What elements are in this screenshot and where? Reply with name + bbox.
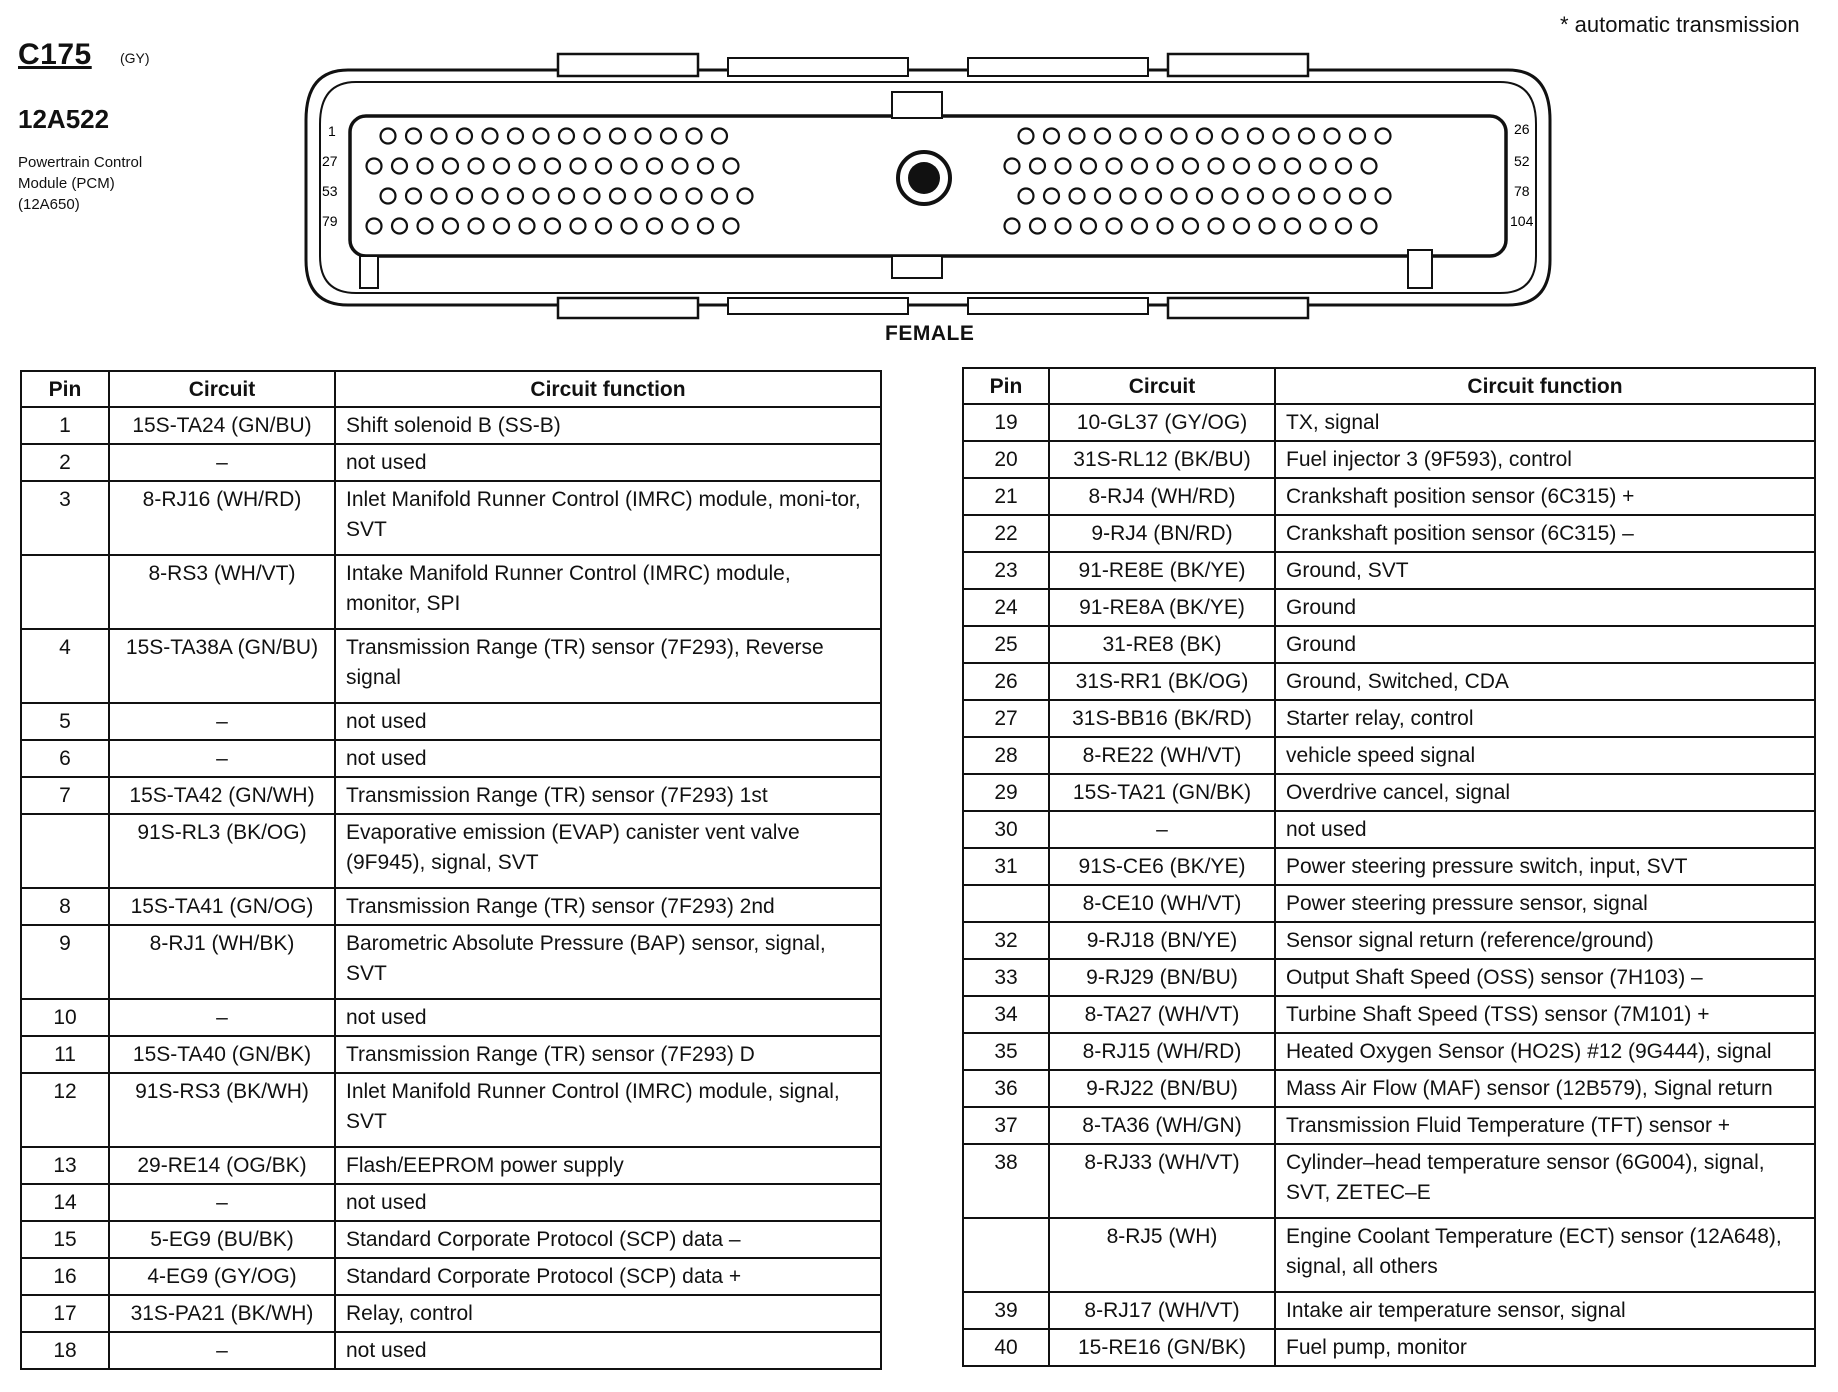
pin-cell: 37 (963, 1107, 1049, 1144)
description-line: Powertrain Control (18, 154, 143, 171)
function-cell: Sensor signal return (reference/ground) (1275, 922, 1815, 959)
function-cell: Intake Manifold Runner Control (IMRC) module, monitor, SPI (335, 555, 881, 629)
pin-cell: 21 (963, 478, 1049, 515)
table-row (963, 1033, 1815, 1070)
function-cell: Turbine Shaft Speed (TSS) sensor (7M101) + (1275, 996, 1815, 1033)
function-cell: not used (335, 740, 881, 777)
table-row (963, 589, 1815, 626)
function-cell: not used (335, 1184, 881, 1221)
pin-cell: 4 (21, 629, 109, 703)
circuit-cell: 8-RJ4 (WH/RD) (1049, 478, 1275, 515)
pin-cell: 6 (21, 740, 109, 777)
function-cell: Standard Corporate Protocol (SCP) data – (335, 1221, 881, 1258)
circuit-cell: 15S-TA41 (GN/OG) (109, 888, 335, 925)
row-label: 104 (1510, 213, 1534, 229)
circuit-cell: 31S-RR1 (BK/OG) (1049, 663, 1275, 700)
pin-cell: 23 (963, 552, 1049, 589)
table-row (963, 996, 1815, 1033)
function-cell: Starter relay, control (1275, 700, 1815, 737)
pin-cell: 9 (21, 925, 109, 999)
connector-face-diagram (288, 50, 1568, 320)
table-row (963, 922, 1815, 959)
pin-cell: 3 (21, 481, 109, 555)
table-row (963, 885, 1815, 922)
header-circuit: Circuit (109, 371, 335, 407)
key-tab (892, 92, 942, 118)
row-label: 79 (322, 213, 338, 229)
table-row (21, 1295, 881, 1332)
table-row (21, 407, 881, 444)
circuit-cell: 8-RJ15 (WH/RD) (1049, 1033, 1275, 1070)
connector-color: (GY) (120, 50, 150, 66)
latch-tab (728, 58, 908, 76)
function-cell: TX, signal (1275, 404, 1815, 441)
circuit-cell: 15-RE16 (GN/BK) (1049, 1329, 1275, 1366)
circuit-cell: 15S-TA24 (GN/BU) (109, 407, 335, 444)
latch-tab (968, 298, 1148, 314)
circuit-cell: 8-RJ16 (WH/RD) (109, 481, 335, 555)
function-cell: Transmission Range (TR) sensor (7F293), Reverse signal (335, 629, 881, 703)
module-description (18, 152, 218, 215)
table-row (963, 552, 1815, 589)
pin-cell: 28 (963, 737, 1049, 774)
function-cell: not used (335, 1332, 881, 1369)
function-cell: Transmission Range (TR) sensor (7F293) D (335, 1036, 881, 1073)
table-row (963, 478, 1815, 515)
latch-tab (1168, 298, 1308, 318)
table-row (963, 441, 1815, 478)
table-row (21, 925, 881, 999)
pin-cell (963, 1218, 1049, 1292)
pin-cell: 8 (21, 888, 109, 925)
function-cell: Barometric Absolute Pressure (BAP) sensor, signal, SVT (335, 925, 881, 999)
circuit-cell: 91-RE8A (BK/YE) (1049, 589, 1275, 626)
table-row (21, 888, 881, 925)
pin-cell: 33 (963, 959, 1049, 996)
circuit-cell: 5-EG9 (BU/BK) (109, 1221, 335, 1258)
function-cell: Evaporative emission (EVAP) canister vent valve (9F945), signal, SVT (335, 814, 881, 888)
pin-cell: 5 (21, 703, 109, 740)
function-cell: not used (1275, 811, 1815, 848)
function-cell: Shift solenoid B (SS-B) (335, 407, 881, 444)
circuit-cell: 91-RE8E (BK/YE) (1049, 552, 1275, 589)
pin-cell: 36 (963, 1070, 1049, 1107)
circuit-cell: 31S-PA21 (BK/WH) (109, 1295, 335, 1332)
pin-cell (21, 555, 109, 629)
table-row (963, 404, 1815, 441)
function-cell: Transmission Fluid Temperature (TFT) sensor + (1275, 1107, 1815, 1144)
pin-cell: 27 (963, 700, 1049, 737)
table-row (21, 1332, 881, 1369)
function-cell: Standard Corporate Protocol (SCP) data + (335, 1258, 881, 1295)
circuit-cell: – (109, 1184, 335, 1221)
table-row (21, 999, 881, 1036)
row-label: 52 (1514, 153, 1530, 169)
center-bolt-core (908, 162, 940, 194)
table-row (21, 1073, 881, 1147)
circuit-cell: 8-RJ1 (WH/BK) (109, 925, 335, 999)
function-cell: Output Shaft Speed (OSS) sensor (7H103) – (1275, 959, 1815, 996)
table-row (963, 1107, 1815, 1144)
pin-cell: 19 (963, 404, 1049, 441)
table-row (963, 959, 1815, 996)
table-row (21, 1221, 881, 1258)
function-cell: Crankshaft position sensor (6C315) – (1275, 515, 1815, 552)
circuit-cell: 8-RJ17 (WH/VT) (1049, 1292, 1275, 1329)
pin-cell: 11 (21, 1036, 109, 1073)
function-cell: not used (335, 703, 881, 740)
pin-cell: 1 (21, 407, 109, 444)
circuit-cell: 15S-TA38A (GN/BU) (109, 629, 335, 703)
latch-tab (558, 298, 698, 318)
pin-cell (963, 885, 1049, 922)
pin-cell: 29 (963, 774, 1049, 811)
circuit-cell: 15S-TA42 (GN/WH) (109, 777, 335, 814)
function-cell: Mass Air Flow (MAF) sensor (12B579), Signal return (1275, 1070, 1815, 1107)
pin-cell: 17 (21, 1295, 109, 1332)
polarization-rib (360, 256, 378, 288)
part-number: 12A522 (18, 104, 110, 134)
circuit-cell: 91S-CE6 (BK/YE) (1049, 848, 1275, 885)
function-cell: Engine Coolant Temperature (ECT) sensor (12A648), signal, all others (1275, 1218, 1815, 1292)
pin-cell: 16 (21, 1258, 109, 1295)
pin-cell: 34 (963, 996, 1049, 1033)
function-cell: Fuel injector 3 (9F593), control (1275, 441, 1815, 478)
function-cell: Ground, Switched, CDA (1275, 663, 1815, 700)
table-row (21, 703, 881, 740)
table-row (963, 737, 1815, 774)
row-label: 53 (322, 183, 338, 199)
table-row (21, 1184, 881, 1221)
circuit-cell: 91S-RL3 (BK/OG) (109, 814, 335, 888)
latch-tab (1168, 54, 1308, 76)
function-cell: Ground (1275, 589, 1815, 626)
circuit-cell: – (109, 999, 335, 1036)
circuit-cell: 29-RE14 (OG/BK) (109, 1147, 335, 1184)
table-row (21, 555, 881, 629)
latch-tab (728, 298, 908, 314)
pin-cell: 13 (21, 1147, 109, 1184)
pin-cell: 14 (21, 1184, 109, 1221)
pin-cell: 31 (963, 848, 1049, 885)
table-row (21, 1147, 881, 1184)
circuit-cell: 8-RJ5 (WH) (1049, 1218, 1275, 1292)
pin-cell: 7 (21, 777, 109, 814)
header-pin: Pin (21, 371, 109, 407)
table-row (963, 1292, 1815, 1329)
key-tab (892, 256, 942, 278)
table-row (963, 1144, 1815, 1218)
table-row (963, 515, 1815, 552)
pin-cell: 15 (21, 1221, 109, 1258)
pin-cell: 40 (963, 1329, 1049, 1366)
description-line: (12A650) (18, 196, 80, 213)
function-cell: Intake air temperature sensor, signal (1275, 1292, 1815, 1329)
latch-tab (558, 54, 698, 76)
function-cell: Ground, SVT (1275, 552, 1815, 589)
table-row (963, 700, 1815, 737)
circuit-cell: – (1049, 811, 1275, 848)
function-cell: Power steering pressure sensor, signal (1275, 885, 1815, 922)
pin-cell: 10 (21, 999, 109, 1036)
pin-cell: 30 (963, 811, 1049, 848)
function-cell: Inlet Manifold Runner Control (IMRC) module, signal, SVT (335, 1073, 881, 1147)
table-row (21, 629, 881, 703)
function-cell: not used (335, 444, 881, 481)
circuit-cell: – (109, 703, 335, 740)
table-row (21, 814, 881, 888)
circuit-cell: 9-RJ22 (BN/BU) (1049, 1070, 1275, 1107)
circuit-cell: 4-EG9 (GY/OG) (109, 1258, 335, 1295)
row-label: 27 (322, 153, 338, 169)
circuit-cell: 9-RJ29 (BN/BU) (1049, 959, 1275, 996)
pin-cell: 39 (963, 1292, 1049, 1329)
function-cell: Ground (1275, 626, 1815, 663)
pin-cell: 26 (963, 663, 1049, 700)
circuit-cell: 8-TA36 (WH/GN) (1049, 1107, 1275, 1144)
pin-cell (21, 814, 109, 888)
header-pin: Pin (963, 368, 1049, 404)
footnote: * automatic transmission (1560, 12, 1800, 37)
connector-gender: FEMALE (885, 322, 975, 345)
polarization-rib (1408, 250, 1432, 288)
pin-cell: 20 (963, 441, 1049, 478)
pin-cell: 24 (963, 589, 1049, 626)
table-row (963, 811, 1815, 848)
function-cell: Power steering pressure switch, input, SVT (1275, 848, 1815, 885)
pin-cell: 32 (963, 922, 1049, 959)
table-row (963, 1218, 1815, 1292)
header-function: Circuit function (335, 371, 881, 407)
pin-cell: 18 (21, 1332, 109, 1369)
row-label: 1 (328, 123, 336, 139)
description-line: Module (PCM) (18, 175, 115, 192)
function-cell: Relay, control (335, 1295, 881, 1332)
circuit-cell: 8-CE10 (WH/VT) (1049, 885, 1275, 922)
circuit-cell: 9-RJ18 (BN/YE) (1049, 922, 1275, 959)
function-cell: Heated Oxygen Sensor (HO2S) #12 (9G444), signal (1275, 1033, 1815, 1070)
connector-id: C175 (18, 38, 92, 71)
circuit-cell: 15S-TA21 (GN/BK) (1049, 774, 1275, 811)
circuit-cell: – (109, 740, 335, 777)
function-cell: Cylinder–head temperature sensor (6G004), signal, SVT, ZETEC–E (1275, 1144, 1815, 1218)
circuit-cell: 15S-TA40 (GN/BK) (109, 1036, 335, 1073)
circuit-cell: 8-RE22 (WH/VT) (1049, 737, 1275, 774)
header-function: Circuit function (1275, 368, 1815, 404)
circuit-cell: – (109, 1332, 335, 1369)
function-cell: not used (335, 999, 881, 1036)
table-row (963, 774, 1815, 811)
table-row (963, 626, 1815, 663)
function-cell: Crankshaft position sensor (6C315) + (1275, 478, 1815, 515)
table-row (21, 740, 881, 777)
table-row (21, 481, 881, 555)
function-cell: vehicle speed signal (1275, 737, 1815, 774)
function-cell: Overdrive cancel, signal (1275, 774, 1815, 811)
circuit-cell: 8-RS3 (WH/VT) (109, 555, 335, 629)
circuit-cell: 10-GL37 (GY/OG) (1049, 404, 1275, 441)
table-row (963, 848, 1815, 885)
row-label: 26 (1514, 121, 1530, 137)
function-cell: Fuel pump, monitor (1275, 1329, 1815, 1366)
table-row (21, 1258, 881, 1295)
table-row (963, 663, 1815, 700)
pin-cell: 2 (21, 444, 109, 481)
circuit-cell: 31-RE8 (BK) (1049, 626, 1275, 663)
circuit-cell: 8-TA27 (WH/VT) (1049, 996, 1275, 1033)
pin-table-left (20, 370, 882, 1370)
circuit-cell: 9-RJ4 (BN/RD) (1049, 515, 1275, 552)
table-row (963, 1329, 1815, 1366)
table-row (21, 444, 881, 481)
table-row (21, 777, 881, 814)
function-cell: Transmission Range (TR) sensor (7F293) 1st (335, 777, 881, 814)
function-cell: Inlet Manifold Runner Control (IMRC) module, moni-tor, SVT (335, 481, 881, 555)
function-cell: Flash/EEPROM power supply (335, 1147, 881, 1184)
circuit-cell: 31S-RL12 (BK/BU) (1049, 441, 1275, 478)
table-row (21, 1036, 881, 1073)
row-label: 78 (1514, 183, 1530, 199)
circuit-cell: 91S-RS3 (BK/WH) (109, 1073, 335, 1147)
pin-cell: 22 (963, 515, 1049, 552)
pin-cell: 35 (963, 1033, 1049, 1070)
pin-cell: 38 (963, 1144, 1049, 1218)
header-circuit: Circuit (1049, 368, 1275, 404)
circuit-cell: 31S-BB16 (BK/RD) (1049, 700, 1275, 737)
circuit-cell: 8-RJ33 (WH/VT) (1049, 1144, 1275, 1218)
pin-cell: 12 (21, 1073, 109, 1147)
pin-cell: 25 (963, 626, 1049, 663)
pin-table-right (962, 367, 1816, 1367)
function-cell: Transmission Range (TR) sensor (7F293) 2nd (335, 888, 881, 925)
latch-tab (968, 58, 1148, 76)
table-row (963, 1070, 1815, 1107)
circuit-cell: – (109, 444, 335, 481)
